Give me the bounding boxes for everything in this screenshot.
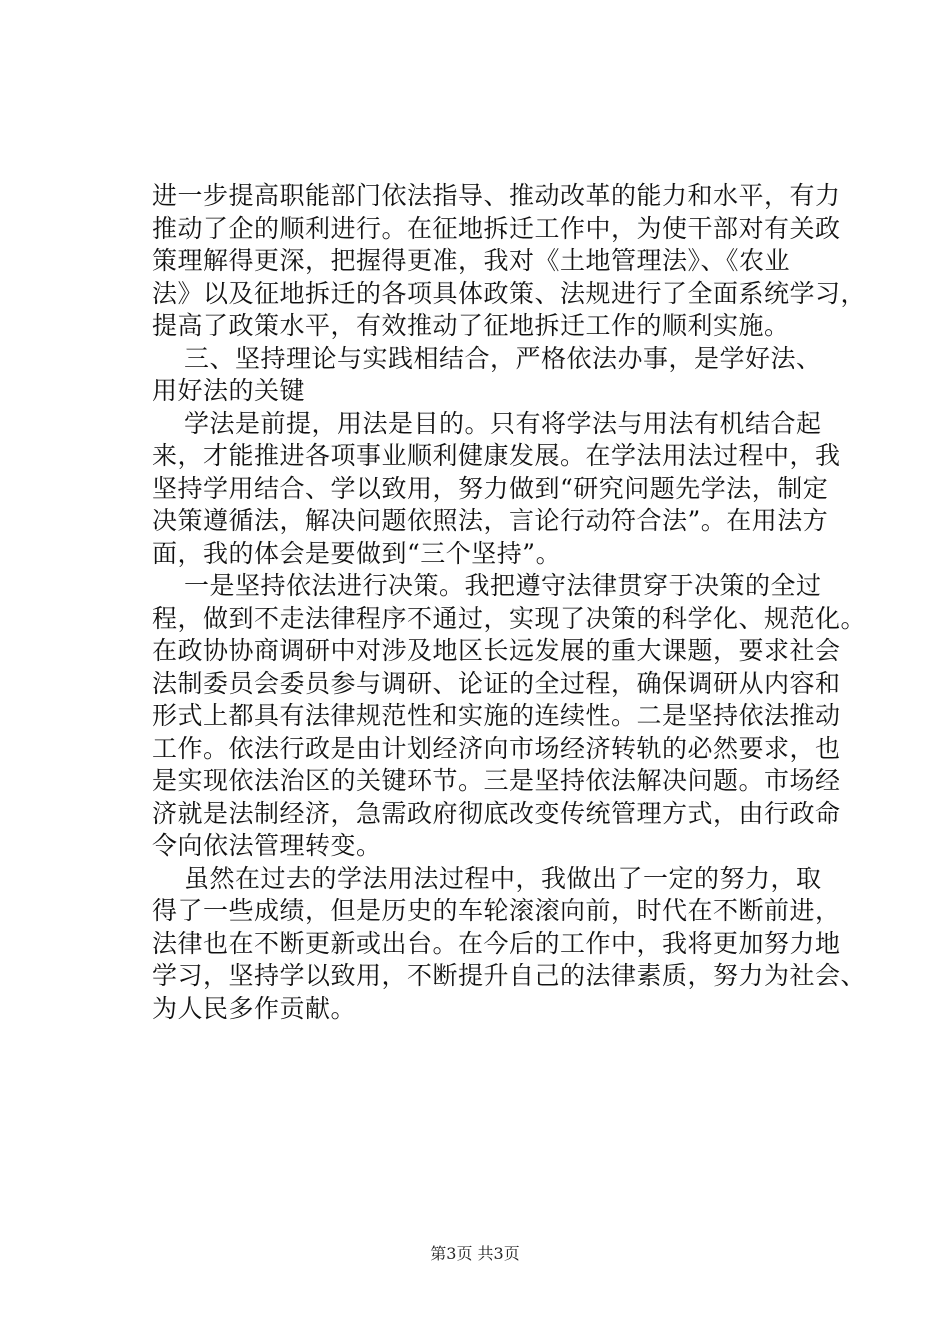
text-line: 推动了企的顺利进行。在征地拆迁工作中，为使干部对有关政: [152, 213, 841, 243]
text-line: 在政协协商调研中对涉及地区长远发展的重大课题，要求社会: [152, 636, 841, 665]
page-number-footer: 第3页 共3页: [430, 1244, 520, 1263]
text-line: 为人民多作贡献。: [152, 993, 357, 1023]
text-line: 虽然在过去的学法用法过程中，我做出了一定的努力，取: [184, 863, 822, 893]
text-line: 学习，坚持学以致用，不断提升自己的法律素质，努力为社会、: [152, 961, 867, 990]
text-line: 坚持学用结合、学以致用，努力做到“研究问题先学法，制定: [152, 473, 829, 503]
text-line: 决策遵循法，解决问题依照法，言论行动符合法”。在用法方: [152, 506, 829, 535]
text-line: 济就是法制经济，急需政府彻底改变传统管理方式，由行政命: [152, 798, 841, 828]
text-line: 面，我的体会是要做到“三个坚持”。: [152, 538, 562, 568]
text-line: 工作。依法行政是由计划经济向市场经济转轨的必然要求，也: [152, 733, 841, 763]
text-line: 法》以及征地拆迁的各项具体政策、法规进行了全面系统学习，: [152, 278, 867, 308]
text-line: 程，做到不走法律程序不通过，实现了决策的科学化、规范化。: [152, 603, 867, 633]
text-line: 进一步提高职能部门依法指导、推动改革的能力和水平，有力: [152, 181, 841, 210]
text-line: 令向依法管理转变。: [152, 831, 382, 860]
text-line: 策理解得更深，把握得更准，我对《土地管理法》、《农业: [152, 246, 791, 275]
section-heading-line: 三、坚持理论与实践相结合，严格依法办事，是学好法、: [184, 343, 822, 373]
text-line: 法律也在不断更新或出台。在今后的工作中，我将更加努力地: [152, 928, 841, 958]
section-heading-line: 用好法的关键: [152, 376, 306, 405]
text-line: 法制委员会委员参与调研、论证的全过程，确保调研从内容和: [152, 668, 841, 698]
text-line: 形式上都具有法律规范性和实施的连续性。二是坚持依法推动: [152, 701, 841, 730]
text-line: 得了一些成绩，但是历史的车轮滚滚向前，时代在不断前进，: [152, 896, 841, 925]
text-line: 提高了政策水平，有效推动了征地拆迁工作的顺利实施。: [152, 311, 790, 340]
text-line: 来，才能推进各项事业顺利健康发展。在学法用法过程中，我: [152, 441, 841, 470]
text-line: 学法是前提，用法是目的。只有将学法与用法有机结合起: [184, 408, 822, 438]
document-body: [152, 180, 867, 1025]
text-line: 一是坚持依法进行决策。我把遵守法律贯穿于决策的全过: [184, 571, 822, 600]
text-line: 是实现依法治区的关键环节。三是坚持依法解决问题。市场经: [152, 766, 841, 795]
